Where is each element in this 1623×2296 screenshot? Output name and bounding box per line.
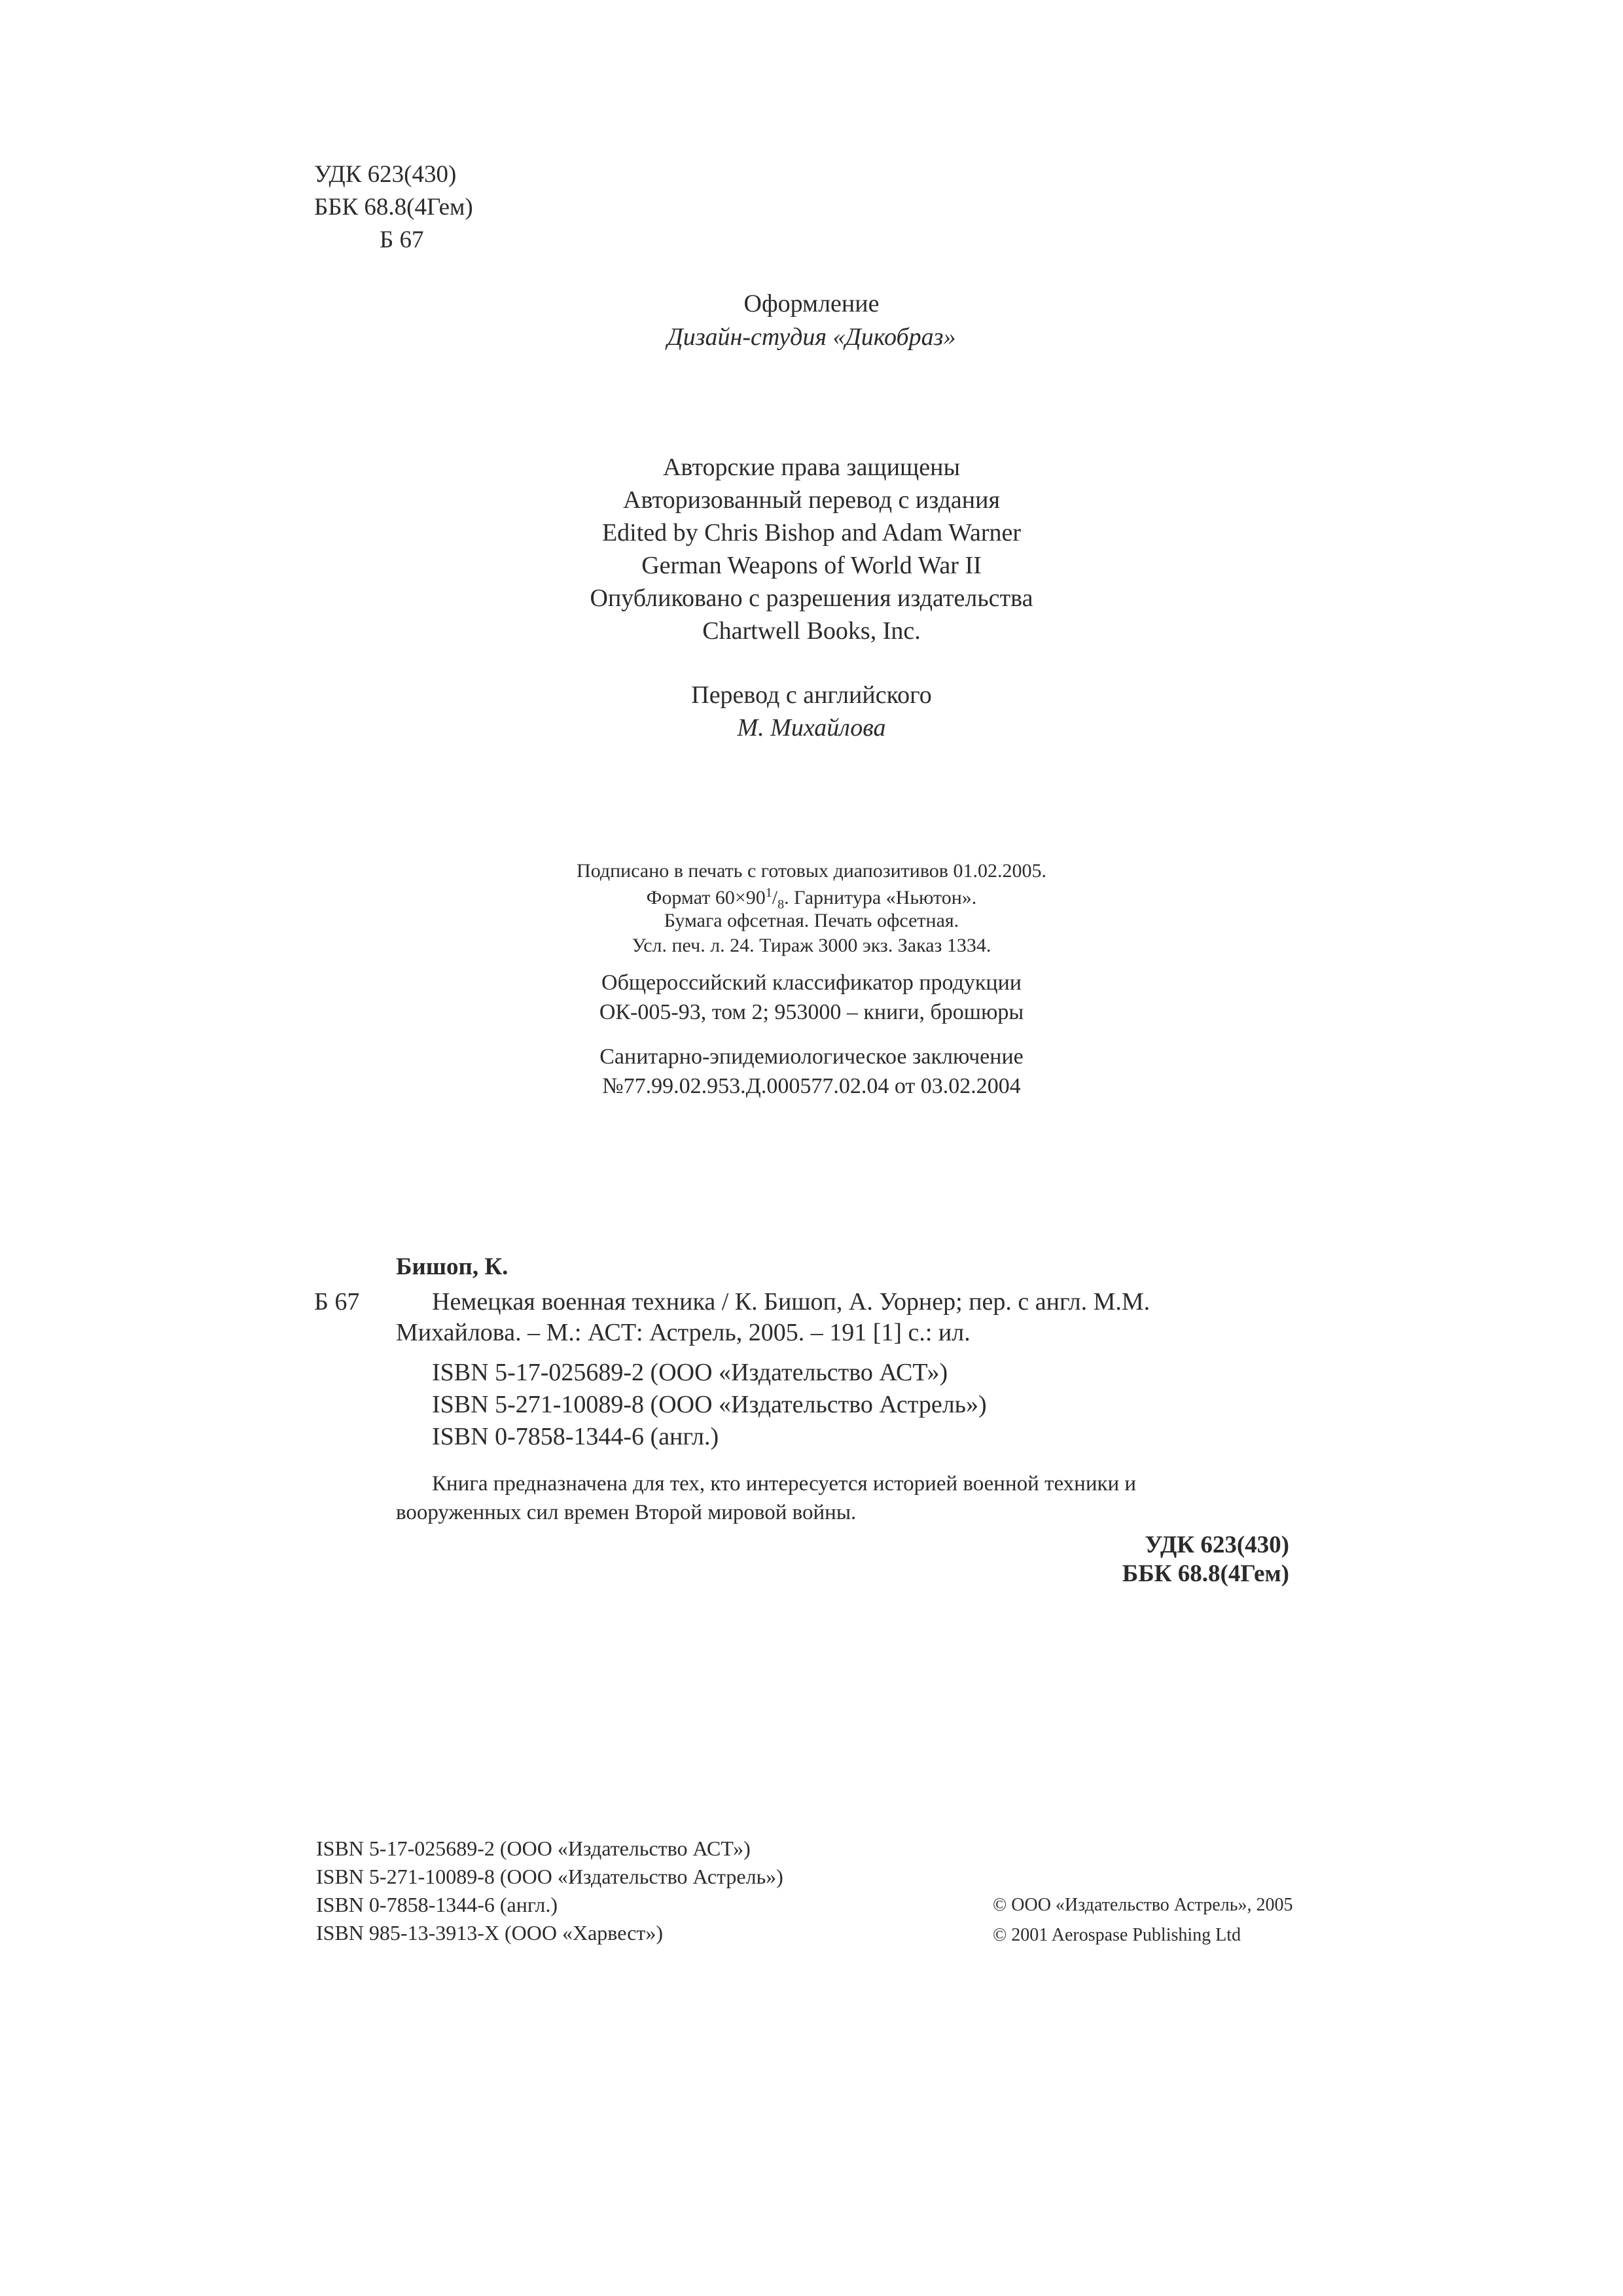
copyright-line: © ООО «Издательство Астрель», 2005 [993, 1895, 1293, 1915]
catalog-title-line: Михайлова. – М.: АСТ: Астрель, 2005. – 191 [1] с.: ил. [396, 1319, 971, 1346]
design-label: Оформление [743, 290, 880, 317]
catalog-bbk: ББК 68.8(4Гем) [1122, 1560, 1289, 1587]
copyright-line: © 2001 Aerospase Publishing Ltd [993, 1925, 1241, 1945]
translation-label: Перевод с английского [691, 681, 932, 709]
bbk-code: ББК 68.8(4Гем) [314, 194, 473, 221]
rights-line: Опубликовано с разрешения издательства [590, 584, 1033, 612]
catalog-isbn: ISBN 0-7858-1344-6 (англ.) [432, 1423, 719, 1450]
catalog-udk: УДК 623(430) [1145, 1532, 1289, 1558]
catalog-title-line: Немецкая военная техника / К. Бишоп, А. Уорнер; пер. с англ. М.М. [432, 1288, 1150, 1316]
catalog-isbn: ISBN 5-17-025689-2 (ООО «Издательство АСТ») [432, 1359, 948, 1386]
translator-name: М. Михайлова [737, 714, 886, 742]
footer-isbn: ISBN 5-271-10089-8 (ООО «Издательство Астрель») [316, 1865, 783, 1888]
rights-line: Edited by Chris Bishop and Adam Warner [601, 519, 1022, 547]
author-mark: Б 67 [380, 226, 424, 253]
catalog-description: Книга предназначена для тех, кто интересуется историей военной техники и [432, 1472, 1137, 1496]
catalog-author: Бишоп, К. [396, 1253, 508, 1280]
design-studio: Дизайн-студия «Дикобраз» [667, 323, 956, 351]
rights-line: Chartwell Books, Inc. [702, 617, 921, 645]
udk-code: УДК 623(430) [314, 161, 457, 188]
print-signed: Подписано в печать с готовых диапозитивов 01.02.2005. [577, 860, 1046, 882]
print-volume: Усл. печ. л. 24. Тираж 3000 экз. Заказ 1334. [632, 935, 991, 956]
rights-line: Авторские права защищены [662, 454, 961, 481]
classifier-line: Общероссийский классификатор продукции [601, 971, 1022, 995]
footer-isbn: ISBN 0-7858-1344-6 (англ.) [316, 1893, 558, 1916]
classifier-line: ОК-005-93, том 2; 953000 – книги, брошюры [599, 1000, 1024, 1024]
catalog-mark: Б 67 [314, 1288, 360, 1316]
rights-line: Авторизованный перевод с издания [623, 486, 1000, 514]
catalog-description: вооруженных сил времен Второй мировой войны. [396, 1501, 857, 1524]
footer-isbn: ISBN 5-17-025689-2 (ООО «Издательство АСТ») [316, 1837, 751, 1860]
sanitary-line: №77.99.02.953.Д.000577.02.04 от 03.02.2004 [602, 1074, 1021, 1098]
catalog-isbn: ISBN 5-271-10089-8 (ООО «Издательство Астрель») [432, 1391, 987, 1418]
footer-isbn: ISBN 985-13-3913-X (ООО «Харвест») [316, 1921, 664, 1945]
print-paper: Бумага офсетная. Печать офсетная. [664, 910, 959, 931]
rights-line: German Weapons of World War II [641, 552, 982, 579]
print-format: Формат $60\times 90^1/_8$. Гарнитура «Ньютон». [646, 886, 977, 912]
sanitary-line: Санитарно-эпидемиологическое заключение [599, 1045, 1024, 1069]
